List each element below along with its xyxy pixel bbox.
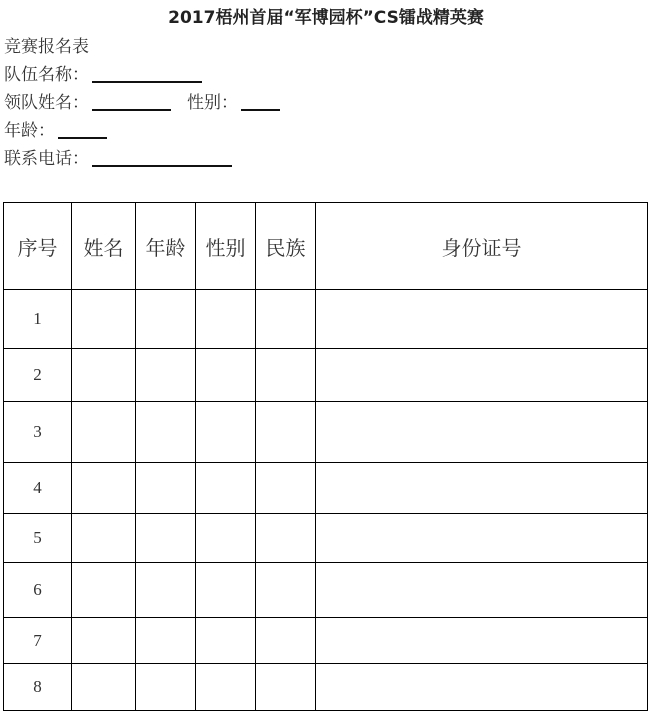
cell-name: [72, 664, 136, 711]
page-title: 2017梧州首届“军博园杯”CS镭战精英赛: [168, 8, 484, 28]
header-age: 年龄: [136, 203, 196, 290]
cell-serial: 1: [4, 290, 72, 349]
cell-age: [136, 618, 196, 664]
cell-serial: 3: [4, 402, 72, 463]
table-row: [4, 463, 648, 514]
table-row: [4, 514, 648, 563]
cell-id-number: [316, 618, 648, 664]
header-name: 姓名: [72, 203, 136, 290]
cell-id-number: [316, 463, 648, 514]
phone-label: 联系电话：: [4, 149, 89, 169]
phone-line: [4, 145, 232, 173]
cell-gender: [196, 463, 256, 514]
team-name-blank: [92, 66, 202, 83]
team-name-label: 队伍名称：: [4, 65, 89, 85]
cell-ethnicity: [256, 290, 316, 349]
cell-id-number: [316, 664, 648, 711]
cell-gender: [196, 402, 256, 463]
cell-serial: 8: [4, 664, 72, 711]
cell-serial: 2: [4, 349, 72, 402]
cell-age: [136, 563, 196, 618]
table-row: [4, 402, 648, 463]
cell-ethnicity: [256, 349, 316, 402]
table-row: [4, 290, 648, 349]
cell-age: [136, 349, 196, 402]
cell-serial: 4: [4, 463, 72, 514]
cell-name: [72, 290, 136, 349]
table-header-row: [4, 203, 648, 290]
cell-gender: [196, 349, 256, 402]
cell-ethnicity: [256, 463, 316, 514]
team-name-line: [4, 61, 202, 89]
table-row: [4, 563, 648, 618]
cell-ethnicity: [256, 664, 316, 711]
gender-blank: [241, 94, 280, 111]
cell-ethnicity: [256, 563, 316, 618]
header-id-number: 身份证号: [316, 203, 648, 290]
cell-id-number: [316, 402, 648, 463]
cell-gender: [196, 290, 256, 349]
form-title: 竞赛报名表: [4, 37, 89, 57]
cell-name: [72, 463, 136, 514]
gender-label: 性别：: [187, 93, 238, 113]
cell-id-number: [316, 563, 648, 618]
table-row: [4, 664, 648, 711]
cell-age: [136, 290, 196, 349]
cell-gender: [196, 618, 256, 664]
cell-serial: 5: [4, 514, 72, 563]
header-serial: 序号: [4, 203, 72, 290]
cell-serial: 6: [4, 563, 72, 618]
header-ethnicity: 民族: [256, 203, 316, 290]
cell-id-number: [316, 514, 648, 563]
cell-name: [72, 618, 136, 664]
cell-ethnicity: [256, 514, 316, 563]
cell-name: [72, 402, 136, 463]
table-row: [4, 349, 648, 402]
age-line: [4, 117, 107, 145]
phone-blank: [92, 150, 232, 167]
cell-age: [136, 514, 196, 563]
table-row: [4, 618, 648, 664]
cell-ethnicity: [256, 402, 316, 463]
cell-id-number: [316, 290, 648, 349]
cell-gender: [196, 563, 256, 618]
age-label: 年龄：: [4, 121, 55, 141]
cell-name: [72, 514, 136, 563]
cell-id-number: [316, 349, 648, 402]
cell-age: [136, 664, 196, 711]
cell-age: [136, 463, 196, 514]
age-blank: [58, 122, 107, 139]
cell-serial: 7: [4, 618, 72, 664]
cell-ethnicity: [256, 618, 316, 664]
leader-name-blank: [92, 94, 171, 111]
cell-name: [72, 349, 136, 402]
leader-line: [4, 89, 280, 117]
leader-name-label: 领队姓名：: [4, 93, 89, 113]
cell-gender: [196, 664, 256, 711]
cell-name: [72, 563, 136, 618]
cell-age: [136, 402, 196, 463]
registration-table: [3, 202, 648, 711]
cell-gender: [196, 514, 256, 563]
header-gender: 性别: [196, 203, 256, 290]
